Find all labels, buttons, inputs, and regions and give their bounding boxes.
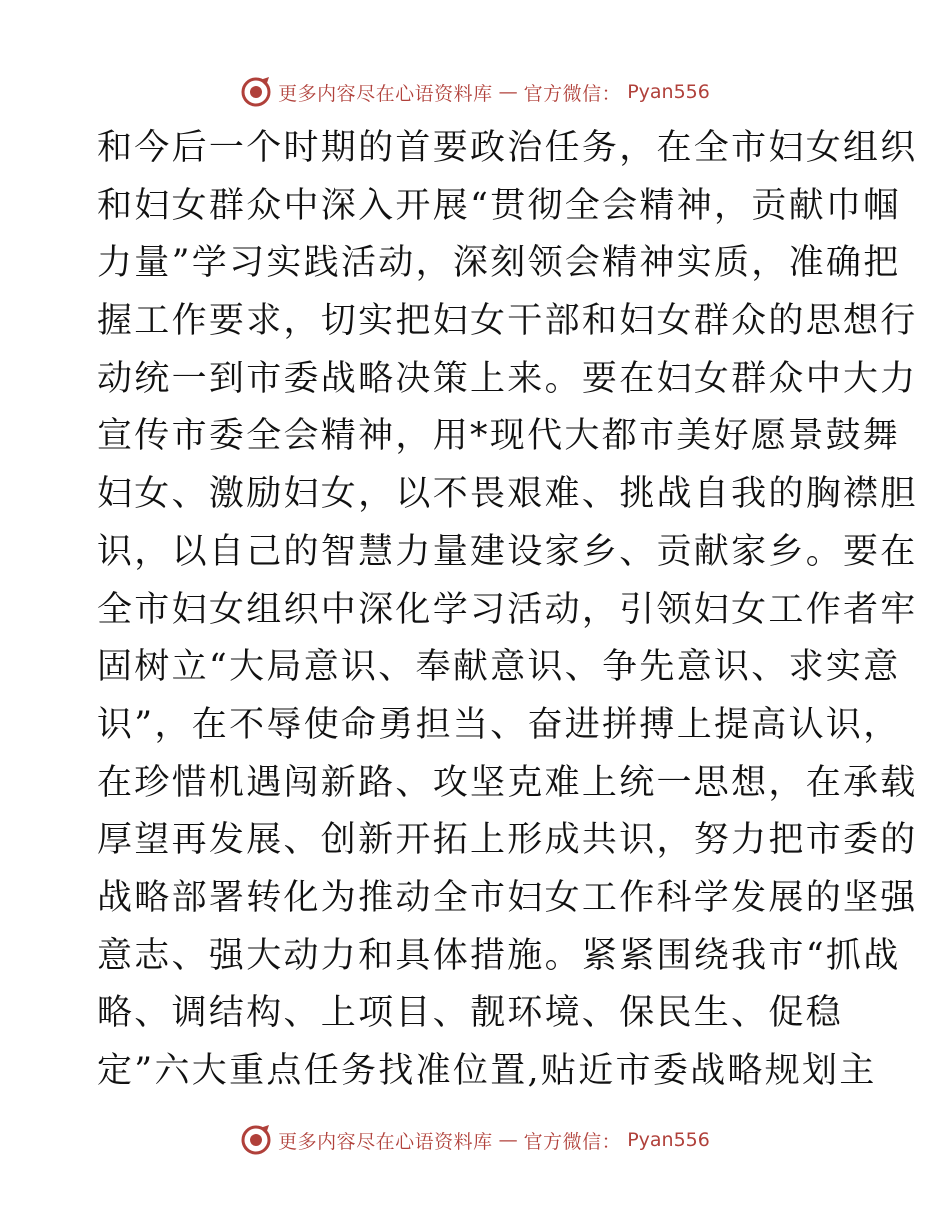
body-line: 动统一到市委战略决策上来。要在妇女群众中大力 [97, 358, 918, 399]
document-body [97, 120, 918, 1101]
body-line: 固树立“大局意识、奉献意识、争先意识、求实意 [97, 647, 901, 688]
header-site-name: 更多内容尽在心语资料库 [278, 82, 493, 105]
body-line: 握工作要求，切实把妇女干部和妇女群众的思想行 [97, 301, 918, 342]
header-wechat-label: 官方微信： [523, 82, 622, 105]
header-banner [0, 72, 950, 112]
footer-wechat-label: 官方微信： [523, 1130, 622, 1153]
body-line: 力量”学习实践活动，深刻领会精神实质，准确把 [97, 243, 901, 284]
body-line: 和今后一个时期的首要政治任务，在全市妇女组织 [97, 128, 918, 168]
library-logo-icon [240, 1124, 272, 1156]
body-line: 在珍惜机遇闯新路、攻坚克难上统一思想，在承载 [97, 762, 918, 803]
body-line: 宣传市委全会精神，用*现代大都市美好愿景鼓舞 [97, 416, 901, 457]
body-line: 全市妇女组织中深化学习活动，引领妇女工作者牢 [97, 589, 918, 630]
body-line: 妇女、激励妇女，以不畏艰难、挑战自我的胸襟胆 [97, 474, 918, 515]
footer-banner [0, 1120, 950, 1160]
footer-wechat-id: Pyan556 [627, 1129, 710, 1151]
body-line: 定”六大重点任务找准位置,贴近市委战略规划主 [97, 1051, 877, 1091]
footer-site-name: 更多内容尽在心语资料库 [278, 1130, 493, 1153]
library-logo-icon [240, 76, 272, 108]
body-line: 识”，在不辱使命勇担当、奋进拼搏上提高认识， [97, 704, 901, 745]
body-line: 厚望再发展、创新开拓上形成共识，努力把市委的 [97, 820, 918, 861]
header-separator: — [498, 81, 518, 103]
body-line: 战略部署转化为推动全市妇女工作科学发展的坚强 [97, 877, 918, 918]
body-line: 识，以自己的智慧力量建设家乡、贡献家乡。要在 [97, 531, 918, 572]
footer-separator: — [498, 1129, 518, 1151]
body-line: 和妇女群众中深入开展“贯彻全会精神，贡献巾帼 [97, 185, 901, 226]
body-line: 意志、强大动力和具体措施。紧紧围绕我市“抓战 [97, 935, 901, 976]
body-line: 略、调结构、上项目、靓环境、保民生、促稳 [97, 993, 844, 1034]
header-wechat-id: Pyan556 [627, 81, 710, 103]
